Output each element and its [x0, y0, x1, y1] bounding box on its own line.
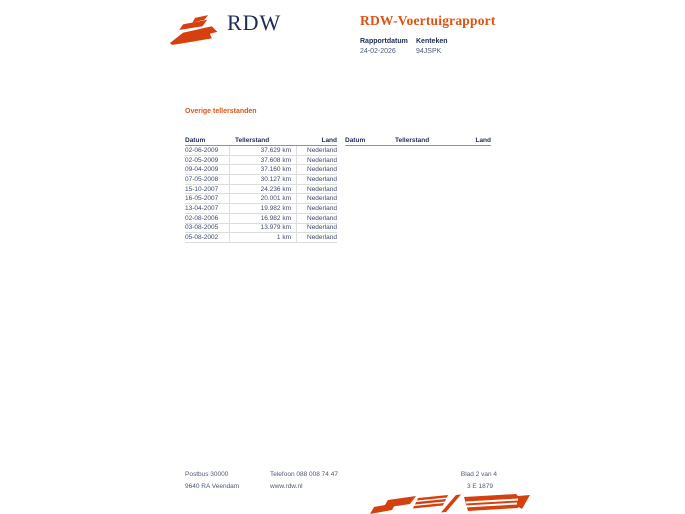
column-header-land: Land	[475, 136, 491, 144]
land-cell: Nederland	[307, 185, 337, 193]
odometer-table-right	[345, 136, 491, 146]
rdw-logo-text: RDW	[227, 10, 282, 35]
tellerstand-cell: 13.979 km	[229, 224, 297, 233]
table-row	[185, 194, 337, 204]
table-row	[185, 165, 337, 175]
table-row	[185, 233, 337, 243]
datum-cell: 07-05-2008	[185, 175, 219, 183]
land-cell: Nederland	[307, 166, 337, 174]
tellerstand-cell: 20.001 km	[229, 194, 297, 203]
footer-address	[185, 469, 239, 492]
column-header-tellerstand: Tellerstand	[395, 136, 430, 144]
table-header-row	[345, 136, 491, 146]
table-row	[185, 146, 337, 156]
datum-cell: 05-08-2002	[185, 234, 219, 242]
footer-phone: Telefoon 088 008 74 47	[270, 471, 338, 478]
table-row	[185, 185, 337, 195]
tellerstand-cell: 30.127 km	[229, 175, 297, 184]
land-cell: Nederland	[307, 234, 337, 242]
table-row	[185, 175, 337, 185]
tellerstand-cell: 37.160 km	[229, 165, 297, 174]
license-plate-field	[416, 38, 496, 55]
tellerstand-cell: 16.982 km	[229, 214, 297, 223]
tellerstand-cell: 37.629 km	[229, 146, 297, 155]
datum-cell: 02-06-2009	[185, 146, 219, 154]
land-cell: Nederland	[307, 175, 337, 183]
land-cell: Nederland	[307, 214, 337, 222]
tellerstand-cell: 1 km	[229, 233, 297, 242]
section-title: Overige tellerstanden	[185, 108, 257, 115]
land-cell: Nederland	[307, 195, 337, 203]
table-row	[185, 224, 337, 234]
datum-cell: 15-10-2007	[185, 185, 219, 193]
rdw-flag-icon	[170, 14, 222, 46]
report-title: RDW-Voertuigrapport	[360, 13, 496, 28]
land-cell: Nederland	[307, 146, 337, 154]
tellerstand-cell: 37.608 km	[229, 156, 297, 165]
land-cell: Nederland	[307, 156, 337, 164]
table-row	[185, 156, 337, 166]
report-date-label: Rapportdatum	[360, 38, 408, 45]
footer-pagination	[420, 469, 497, 492]
table-header-row	[185, 136, 337, 146]
datum-cell: 09-04-2009	[185, 166, 219, 174]
land-cell: Nederland	[307, 224, 337, 232]
footer-website-link[interactable]: www.rdw.nl	[270, 482, 303, 490]
table-row	[185, 204, 337, 214]
footer-form-code: 3 E 1879	[466, 482, 493, 490]
license-plate-label: Kenteken	[416, 38, 448, 45]
datum-cell: 02-05-2009	[185, 156, 219, 164]
datum-cell: 02-08-2006	[185, 214, 219, 222]
footer-contact	[270, 469, 338, 492]
table-row	[185, 214, 337, 224]
land-cell: Nederland	[307, 204, 337, 212]
datum-cell: 03-08-2005	[185, 224, 219, 232]
datum-cell: 16-05-2007	[185, 195, 219, 203]
report-date-value: 24-02-2026	[360, 47, 396, 55]
footer-city: 9640 RA Veendam	[185, 482, 240, 490]
license-plate-value: 94JSPK	[416, 47, 442, 55]
footer-postbus: Postbus 30000	[185, 471, 229, 478]
column-header-datum: Datum	[345, 136, 366, 144]
column-header-tellerstand: Tellerstand	[235, 136, 270, 144]
odometer-table-left	[185, 136, 337, 243]
column-header-datum: Datum	[185, 136, 206, 144]
tellerstand-cell: 24.236 km	[229, 185, 297, 194]
tellerstand-cell: 19.982 km	[229, 204, 297, 213]
footer-page-number: Blad 2 van 4	[460, 471, 497, 478]
datum-cell: 13-04-2007	[185, 204, 219, 212]
column-header-land: Land	[321, 136, 337, 144]
rdw-stripes-graphic	[368, 494, 530, 514]
